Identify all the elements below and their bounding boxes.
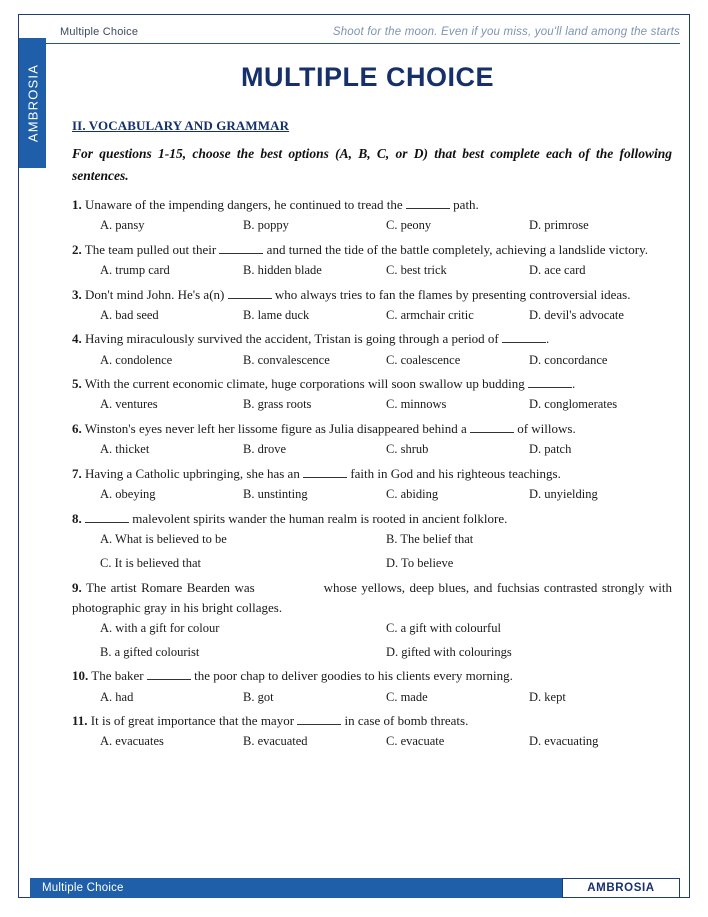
answer-option[interactable]: B. convalescence (243, 352, 330, 367)
question-text (72, 285, 672, 305)
question-item (72, 509, 672, 573)
answer-option[interactable]: B. lame duck (243, 307, 310, 322)
question-number: 11. (72, 713, 88, 729)
question-text (72, 419, 672, 439)
side-tab-label: AMBROSIA (25, 63, 40, 143)
question-text (72, 666, 672, 686)
question-text-before: Having miraculously survived the accident, Tristan is going through a period of (81, 331, 503, 347)
option-row (72, 306, 672, 325)
answer-blank (528, 387, 572, 388)
answer-option[interactable]: B. hidden blade (243, 262, 322, 277)
answer-option[interactable]: D. evacuating (529, 734, 599, 749)
answer-option[interactable]: A. thicket (100, 442, 150, 457)
question-item (72, 374, 672, 414)
question-number: 9. (72, 579, 82, 595)
option-row (72, 643, 672, 662)
question-text (72, 509, 672, 529)
question-text-after: of willows. (513, 421, 576, 437)
answer-option[interactable]: C. coalescence (386, 352, 461, 367)
answer-option[interactable]: C. evacuate (386, 734, 445, 749)
answer-option[interactable]: C. abiding (386, 487, 439, 502)
answer-option[interactable]: C. made (386, 689, 428, 704)
question-text (72, 374, 672, 394)
question-number: 3. (72, 286, 82, 302)
question-text-after: faith in God and his righteous teachings. (347, 466, 561, 482)
question-text (72, 578, 672, 618)
content-column (72, 118, 672, 756)
option-row (72, 619, 672, 638)
side-tab-brand (19, 38, 46, 168)
question-text-before: The team pulled out their (81, 241, 220, 257)
question-number: 2. (72, 241, 82, 257)
answer-option[interactable]: A. with a gift for colour (100, 620, 220, 635)
section-heading: II. VOCABULARY AND GRAMMAR (72, 118, 290, 133)
question-text (72, 329, 672, 349)
question-text (72, 711, 672, 731)
answer-option[interactable]: D. unyielding (529, 487, 598, 502)
question-text-after: and turned the tide of the battle completely, achieving a landslide victory. (263, 241, 648, 257)
answer-option[interactable]: B. evacuated (243, 734, 308, 749)
page-header (30, 22, 680, 44)
question-text-before: Having a Catholic upbringing, she has an (81, 466, 304, 482)
question-number: 6. (72, 421, 82, 437)
question-text-after: malevolent spirits wander the human realm is rooted in ancient folklore. (129, 510, 508, 526)
question-item (72, 711, 672, 751)
answer-option[interactable]: B. unstinting (243, 487, 308, 502)
answer-option[interactable]: C. It is believed that (100, 555, 202, 570)
header-left-label: Multiple Choice (60, 25, 139, 38)
answer-blank (502, 342, 546, 343)
answer-blank (303, 477, 347, 478)
answer-option[interactable]: C. armchair critic (386, 307, 474, 322)
answer-option[interactable]: A. trump card (100, 262, 170, 277)
option-row (72, 732, 672, 751)
question-number: 1. (72, 196, 82, 212)
answer-option[interactable]: B. drove (243, 442, 287, 457)
answer-option[interactable]: D. To believe (386, 555, 454, 570)
question-number: 8. (72, 510, 82, 526)
answer-option[interactable]: D. patch (529, 442, 572, 457)
question-item (72, 464, 672, 504)
question-item (72, 666, 672, 706)
answer-option[interactable]: D. devil's advocate (529, 307, 624, 322)
answer-option[interactable]: D. concordance (529, 352, 608, 367)
answer-option[interactable]: C. minnows (386, 397, 447, 412)
option-row (72, 554, 672, 573)
answer-option[interactable]: A. obeying (100, 487, 156, 502)
question-text-before: Winston's eyes never left her lissome figure as Julia disappeared behind a (81, 421, 470, 437)
question-text-before: With the current economic climate, huge corporations will soon swallow up budding (81, 376, 528, 392)
question-number: 7. (72, 466, 82, 482)
answer-option[interactable]: D. ace card (529, 262, 586, 277)
footer-brand-box (562, 878, 680, 898)
question-number: 5. (72, 376, 82, 392)
header-right-quote: Shoot for the moon. Even if you miss, you'll land among the starts (332, 25, 680, 38)
question-item (72, 419, 672, 459)
question-item (72, 240, 672, 280)
question-text-before: Don't mind John. He's a(n) (81, 286, 228, 302)
option-row (72, 688, 672, 707)
answer-option[interactable]: D. conglomerates (529, 397, 618, 412)
answer-option[interactable]: C. best trick (386, 262, 447, 277)
option-row (72, 351, 672, 370)
answer-blank (147, 679, 191, 680)
question-text (72, 464, 672, 484)
answer-blank (85, 522, 129, 523)
question-text-after: path. (449, 196, 479, 212)
option-row (72, 395, 672, 414)
answer-option[interactable]: A. had (100, 689, 134, 704)
question-text-before: The artist Romare Bearden was (81, 579, 260, 595)
answer-option[interactable]: B. poppy (243, 217, 289, 232)
question-text-after: . (571, 376, 576, 392)
option-row (72, 485, 672, 504)
answer-option[interactable]: D. primrose (529, 217, 589, 232)
answer-blank (406, 208, 450, 209)
option-row (72, 216, 672, 235)
footer-label: Multiple Choice (42, 882, 124, 894)
section-instructions: For questions 1-15, choose the best options (A, B, C, or D) that best complete each of the following sentences. (72, 146, 672, 183)
answer-option[interactable]: C. peony (386, 217, 432, 232)
option-row (72, 530, 672, 549)
answer-blank (219, 253, 263, 254)
question-text-before: Unaware of the impending dangers, he continued to tread the (81, 196, 406, 212)
answer-option[interactable]: A. condolence (100, 352, 173, 367)
question-text-before: It is of great importance that the mayor (87, 713, 298, 729)
question-item (72, 285, 672, 325)
question-text (72, 195, 672, 215)
question-list (72, 195, 672, 751)
question-text-after: the poor chap to deliver goodies to his clients every morning. (190, 668, 513, 684)
question-text-after: whose yellows, deep blues, and fuchsias contrasted strongly with photographic gray in his bright collages. (72, 579, 673, 615)
question-text-before (82, 511, 85, 526)
answer-option[interactable]: C. a gift with colourful (386, 620, 501, 635)
answer-option[interactable]: A. ventures (100, 397, 158, 412)
option-row (72, 261, 672, 280)
page-title: MULTIPLE CHOICE (241, 62, 494, 92)
answer-blank (297, 724, 341, 725)
question-item (72, 329, 672, 369)
question-text-after: . (546, 331, 550, 347)
question-text-after: who always tries to fan the flames by presenting controversial ideas. (271, 286, 631, 302)
answer-option[interactable]: A. pansy (100, 217, 145, 232)
answer-blank (470, 432, 514, 433)
answer-option[interactable]: D. gifted with colourings (386, 644, 512, 659)
answer-option[interactable]: B. a gifted colourist (100, 644, 200, 659)
answer-option[interactable]: B. The belief that (386, 532, 474, 547)
answer-option[interactable]: B. got (243, 689, 274, 704)
footer-brand-label: AMBROSIA (587, 882, 655, 894)
option-row (72, 440, 672, 459)
answer-option[interactable]: C. shrub (386, 442, 429, 457)
answer-option[interactable]: A. What is believed to be (100, 532, 227, 547)
question-item (72, 578, 672, 662)
question-text-before: The baker (88, 668, 147, 684)
page-footer (30, 878, 680, 898)
answer-option[interactable]: A. evacuates (100, 734, 164, 749)
question-number: 4. (72, 331, 82, 347)
answer-option[interactable]: D. kept (529, 689, 566, 704)
question-item (72, 195, 672, 235)
answer-blank (228, 298, 272, 299)
answer-option[interactable]: B. grass roots (243, 397, 312, 412)
question-text (72, 240, 672, 260)
question-number: 10. (72, 668, 89, 684)
question-text-after: in case of bomb threats. (341, 713, 469, 729)
answer-option[interactable]: A. bad seed (100, 307, 159, 322)
